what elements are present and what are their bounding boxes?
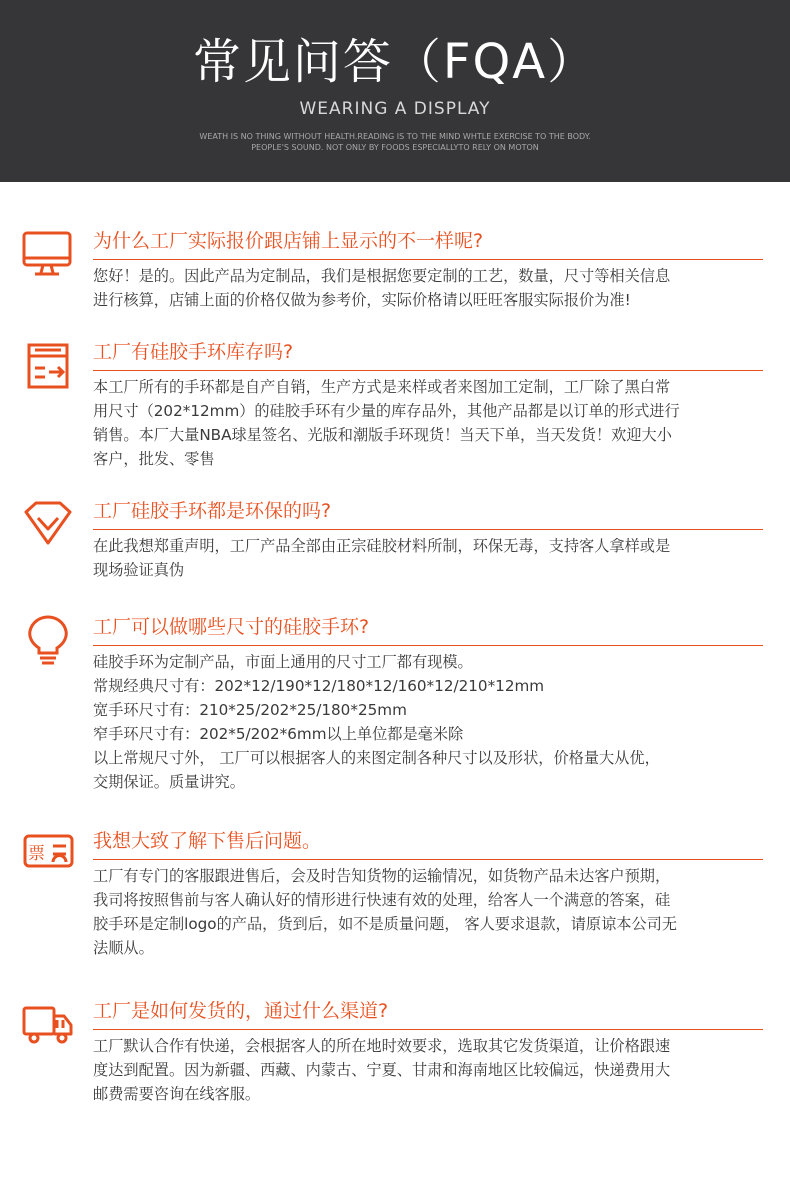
ticket-icon bbox=[21, 828, 75, 882]
answer-line: 常规经典尺寸有：202*12/190*12/180*12/160*12/210*12mm bbox=[93, 677, 545, 695]
answer-line: 胶手环是定制logo的产品，货到后，如不是质量问题， 客人要求退款，请原谅本公司无 bbox=[93, 915, 678, 933]
divider bbox=[93, 1029, 763, 1030]
divider bbox=[93, 859, 763, 860]
divider bbox=[93, 645, 763, 646]
answer-line: 度达到配置。因为新疆、西藏、内蒙古、宁夏、甘肃和海南地区比较偏远，快递费用大 bbox=[93, 1061, 671, 1079]
truck-icon bbox=[21, 998, 75, 1052]
answer-line: 邮费需要咨询在线客服。 bbox=[93, 1085, 261, 1103]
divider bbox=[93, 370, 763, 371]
answer-line: 窄手环尺寸有：202*5/202*6mm以上单位都是毫米除 bbox=[93, 725, 464, 743]
faq-question: 为什么工厂实际报价跟店铺上显示的不一样呢? bbox=[93, 230, 484, 252]
eco-check-icon bbox=[21, 498, 75, 552]
faq-question: 工厂是如何发货的，通过什么渠道? bbox=[93, 1000, 389, 1022]
page-subtitle: WEARING A DISPLAY bbox=[299, 99, 491, 119]
answer-line: 宽手环尺寸有：210*25/202*25/180*25mm bbox=[93, 701, 407, 719]
faq-answer bbox=[93, 264, 773, 312]
header-tagline bbox=[0, 131, 790, 153]
answer-line: 现场验证真伪 bbox=[93, 561, 185, 579]
faq-question: 我想大致了解下售后问题。 bbox=[93, 830, 322, 852]
faq-answer bbox=[93, 864, 773, 960]
answer-line: 销售。本厂大量NBA球星签名、光版和潮版手环现货！当天下单，当天发货！欢迎大小 bbox=[93, 426, 672, 444]
page-header bbox=[0, 0, 790, 182]
answer-line: 您好！是的。因此产品为定制品，我们是根据您要定制的工艺，数量，尺寸等相关信息 bbox=[93, 267, 671, 285]
header-tagline-line-2: PEOPLE'S SOUND. NOT ONLY BY FOODS ESPECIALLYTO RELY ON MOTON bbox=[251, 143, 539, 152]
answer-line: 我司将按照售前与客人确认好的情形进行快速有效的处理，给客人一个满意的答案，硅 bbox=[93, 891, 671, 909]
divider bbox=[93, 529, 763, 530]
faq-question: 工厂硅胶手环都是环保的吗? bbox=[93, 500, 332, 522]
faq-question: 工厂有硅胶手环库存吗? bbox=[93, 341, 294, 363]
answer-line: 进行核算，店铺上面的价格仅做为参考价，实际价格请以旺旺客服实际报价为准! bbox=[93, 291, 631, 309]
answer-line: 用尺寸（202*12mm）的硅胶手环有少量的库存品外，其他产品都是以订单的形式进行 bbox=[93, 402, 680, 420]
faq-question: 工厂可以做哪些尺寸的硅胶手环? bbox=[93, 616, 370, 638]
lightbulb-icon bbox=[21, 614, 75, 668]
ticket-icon-label: 票 bbox=[28, 844, 45, 864]
answer-line: 工厂有专门的客服跟进售后，会及时告知货物的运输情况，如货物产品未达客户预期， bbox=[93, 867, 671, 885]
answer-line: 法顺从。 bbox=[93, 939, 154, 957]
answer-line: 工厂默认合作有快递，会根据客人的所在地时效要求，选取其它发货渠道，让价格跟速 bbox=[93, 1037, 671, 1055]
faq-answer bbox=[93, 534, 773, 582]
stock-box-icon bbox=[21, 339, 75, 393]
answer-line: 以上常规尺寸外， 工厂可以根据客人的来图定制各种尺寸以及形状，价格量大从优， bbox=[93, 749, 660, 767]
answer-line: 硅胶手环为定制产品，市面上通用的尺寸工厂都有现模。 bbox=[93, 653, 473, 671]
faq-answer bbox=[93, 650, 773, 794]
header-tagline-line-1: WEATH IS NO THING WITHOUT HEALTH.READING IS TO THE MIND WHTLE EXERCISE TO THE BODY. bbox=[199, 132, 591, 141]
answer-line: 在此我想郑重声明，工厂产品全部由正宗硅胶材料所制，环保无毒，支持客人拿样或是 bbox=[93, 537, 671, 555]
monitor-icon bbox=[21, 228, 75, 282]
page-title: 常见问答（FQA） bbox=[192, 34, 598, 90]
faq-answer bbox=[93, 375, 773, 471]
answer-line: 客户，批发、零售 bbox=[93, 450, 215, 468]
faq-answer bbox=[93, 1034, 773, 1106]
answer-line: 交期保证。质量讲究。 bbox=[93, 773, 245, 791]
answer-line: 本工厂所有的手环都是自产自销，生产方式是来样或者来图加工定制，工厂除了黑白常 bbox=[93, 378, 671, 396]
divider bbox=[93, 259, 763, 260]
